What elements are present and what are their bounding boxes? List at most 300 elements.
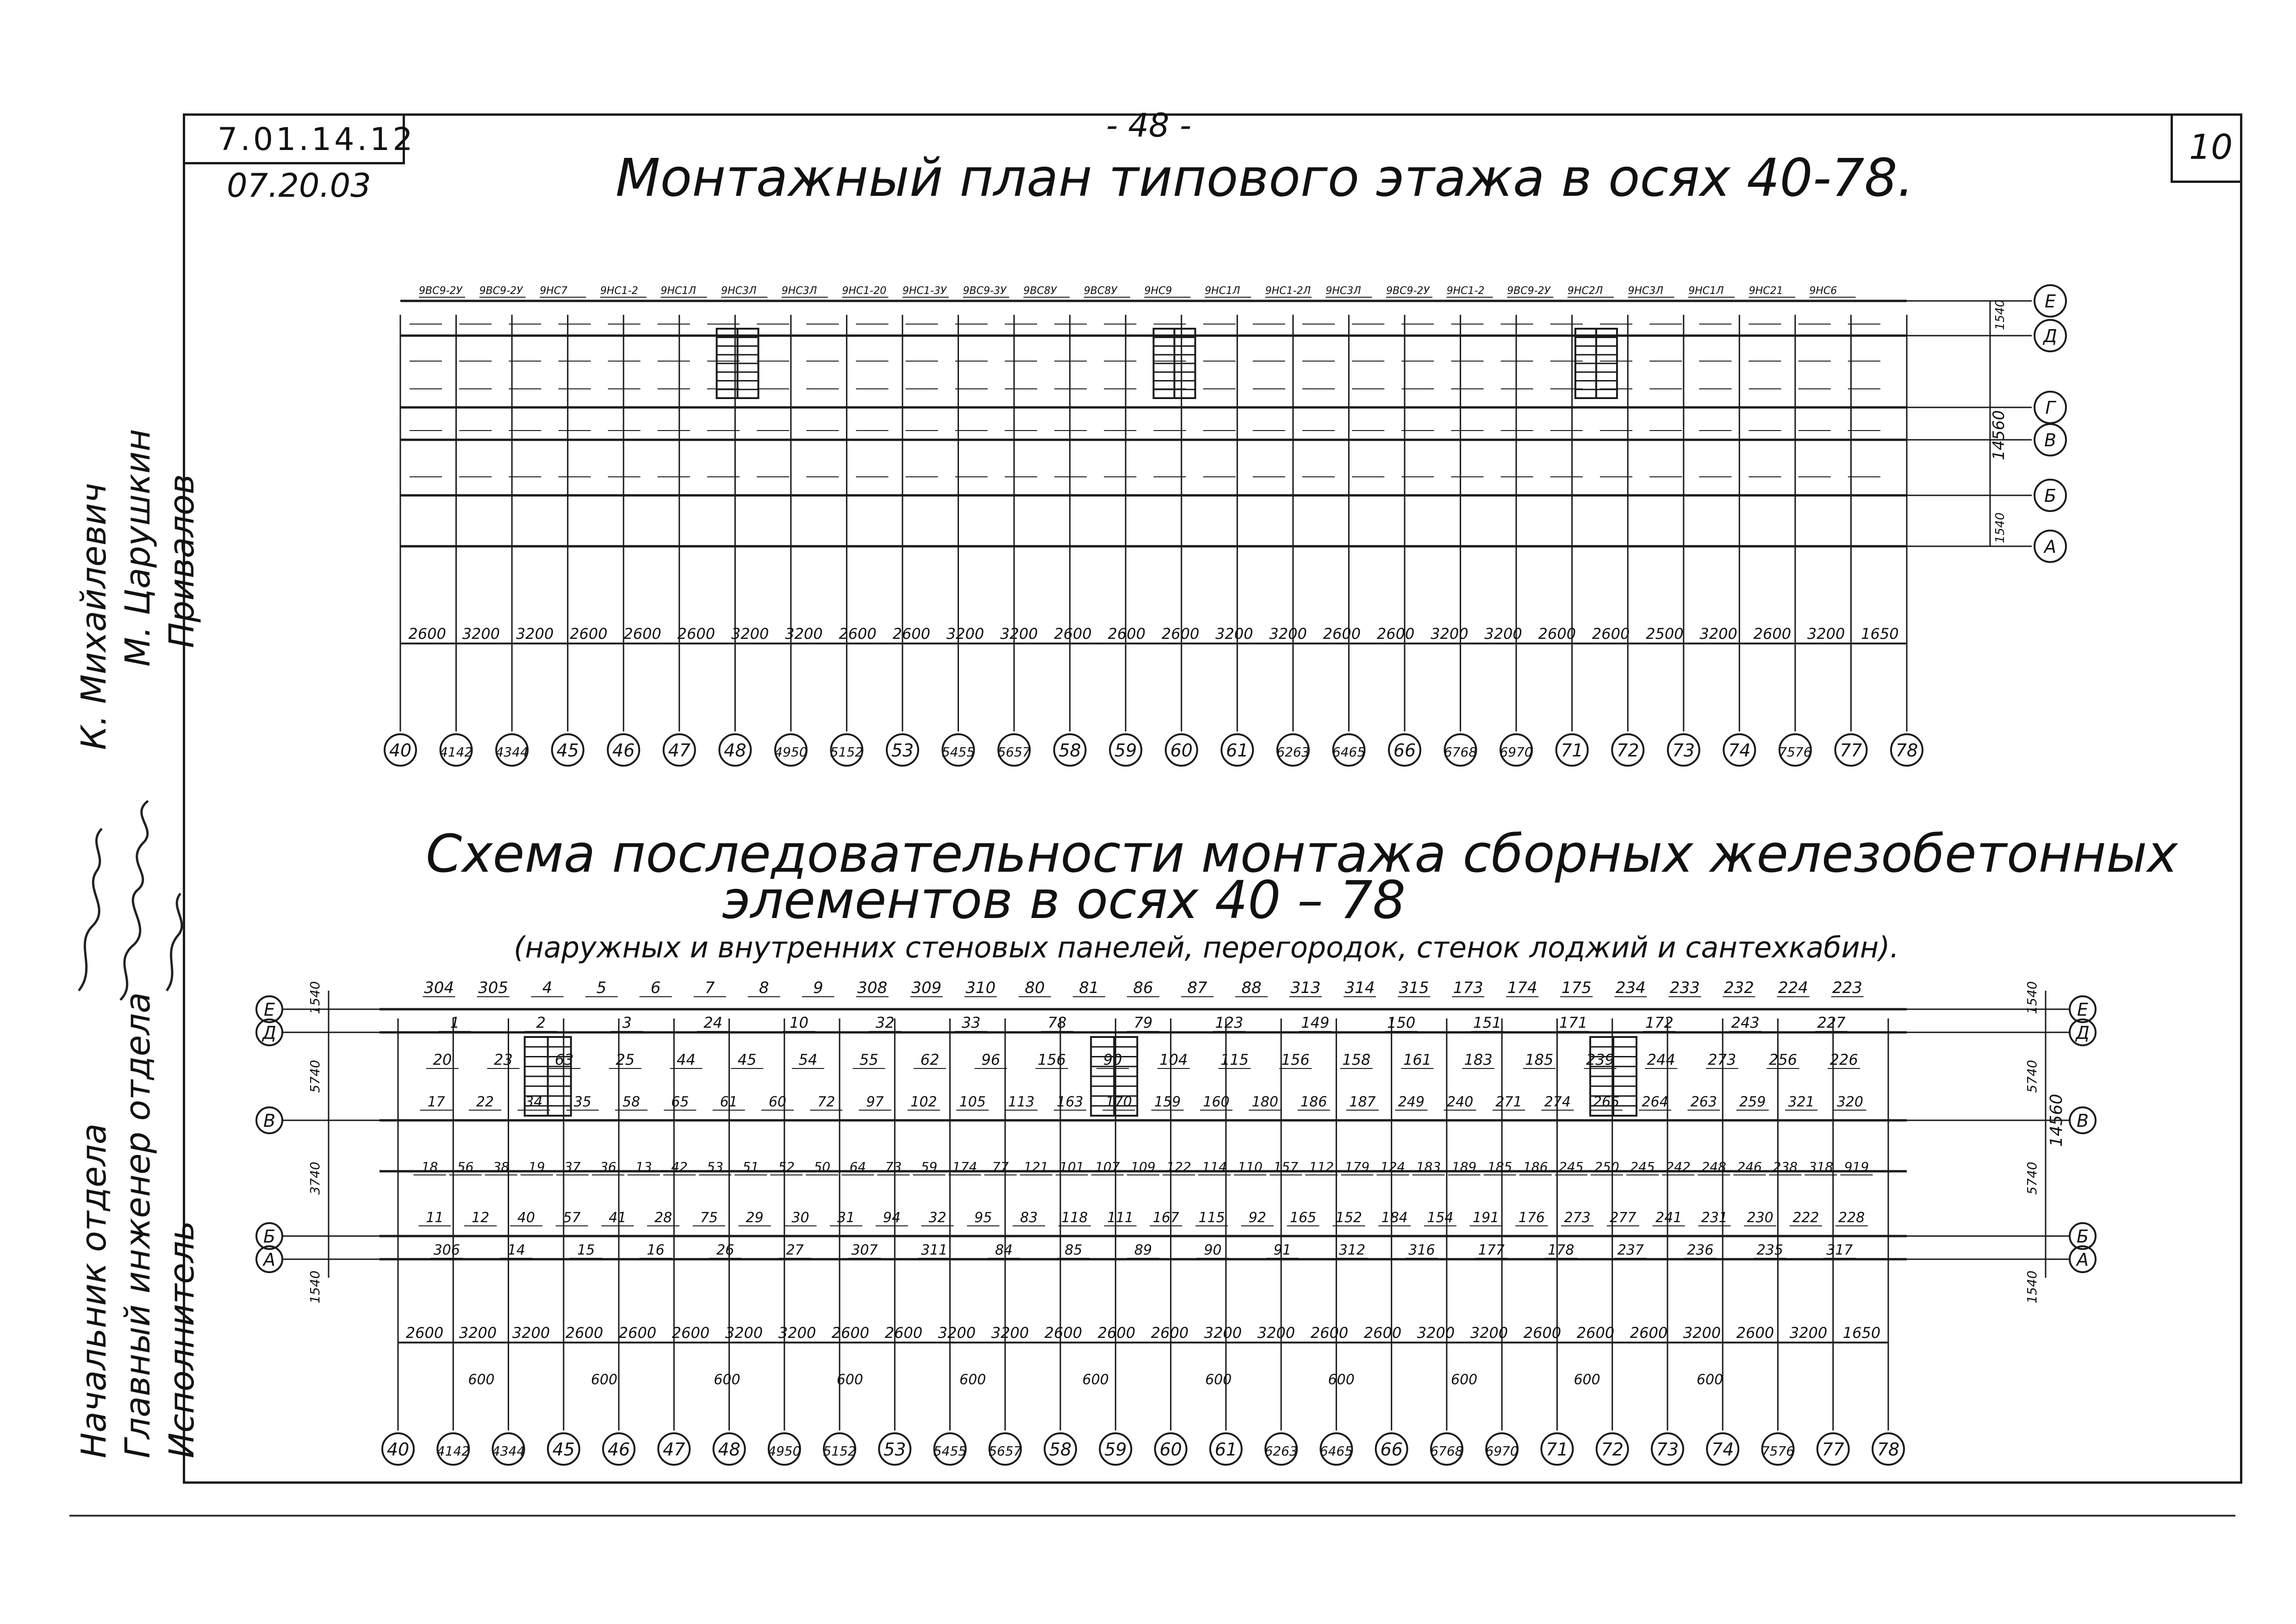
scheme-axis-bubble-label: 6465 bbox=[1319, 1443, 1353, 1459]
scheme-sequence-number: 17 bbox=[427, 1094, 445, 1110]
scheme-sequence-number: 234 bbox=[1615, 979, 1646, 997]
scheme-sequence-number: 167 bbox=[1152, 1210, 1180, 1226]
scheme-sequence-number: 10 bbox=[790, 1014, 809, 1031]
scheme-sequence-number: 15 bbox=[577, 1242, 595, 1258]
scheme-right-letter-label: Д bbox=[2076, 1023, 2090, 1043]
scheme-bay-dimension: 2600 bbox=[1576, 1324, 1615, 1342]
scheme-sequence-number: 121 bbox=[1024, 1159, 1049, 1174]
plan-bay-dimension: 3200 bbox=[785, 625, 823, 643]
plan-bay-dimension: 3200 bbox=[1484, 625, 1522, 643]
plan-panel-label: 9НС1-2Л bbox=[1265, 285, 1311, 297]
plan-bay-dimension: 3200 bbox=[1269, 625, 1307, 643]
scheme-sequence-number: 313 bbox=[1290, 979, 1321, 997]
scheme-bay-dimension: 3200 bbox=[938, 1324, 976, 1342]
page-number: - 48 - bbox=[1106, 106, 1192, 144]
scheme-sequence-number: 244 bbox=[1647, 1051, 1675, 1068]
scheme-sequence-number: 242 bbox=[1666, 1159, 1691, 1174]
scheme-sequence-number: 165 bbox=[1289, 1210, 1317, 1226]
scheme-sequence-number: 110 bbox=[1238, 1159, 1263, 1174]
scheme-sequence-number: 89 bbox=[1134, 1242, 1152, 1258]
scheme-sequence-number: 97 bbox=[866, 1094, 884, 1110]
scheme-sequence-number: 77 bbox=[992, 1159, 1009, 1174]
plan-axis-bubble-label: 61 bbox=[1226, 740, 1249, 761]
scheme-sequence-number: 13 bbox=[635, 1159, 652, 1174]
scheme-sequence-number: 178 bbox=[1548, 1242, 1574, 1258]
scheme-bay-dimension: 2600 bbox=[1097, 1324, 1136, 1342]
scheme-sequence-number: 321 bbox=[1788, 1094, 1815, 1110]
name-chief-engineer: М. Царушкин bbox=[118, 429, 158, 667]
scheme-offset-dimension: 600 bbox=[959, 1372, 986, 1388]
scheme-sequence-number: 113 bbox=[1008, 1094, 1035, 1110]
scheme-bay-dimension: 3200 bbox=[778, 1324, 816, 1342]
scheme-sequence-number: 316 bbox=[1408, 1242, 1435, 1258]
scheme-left-letter-label: Б bbox=[263, 1226, 276, 1247]
scheme-axis-bubble-label: 61 bbox=[1214, 1439, 1238, 1460]
scheme-left-dim: 3740 bbox=[307, 1162, 323, 1195]
scheme-sequence-number: 180 bbox=[1251, 1094, 1278, 1110]
scheme-left-letter-label: Е bbox=[263, 999, 275, 1020]
scheme-right-dim: 5740 bbox=[2024, 1162, 2040, 1195]
scheme-axis-bubble-label: 53 bbox=[884, 1439, 906, 1460]
scheme-sequence-number: 3 bbox=[622, 1014, 632, 1031]
scheme-sequence-number: 85 bbox=[1064, 1242, 1083, 1258]
scheme-sequence-number: 160 bbox=[1203, 1094, 1230, 1110]
scheme-axis-bubble-label: 5455 bbox=[933, 1443, 967, 1459]
scheme-left-letter-label: А bbox=[263, 1249, 275, 1270]
scheme-sequence-number: 1 bbox=[450, 1014, 460, 1031]
role-head: Начальник отдела bbox=[74, 1123, 114, 1458]
scheme-sequence-number: 27 bbox=[786, 1242, 804, 1258]
scheme-sequence-number: 245 bbox=[1630, 1159, 1655, 1174]
scheme-sequence-number: 311 bbox=[921, 1242, 948, 1258]
scheme-sequence-number: 250 bbox=[1594, 1159, 1619, 1174]
plan-axis-bubble-label: 40 bbox=[389, 740, 412, 761]
scheme-axis-bubble-label: 6768 bbox=[1430, 1443, 1463, 1459]
plan-panel-label: 9НС1-2 bbox=[600, 285, 638, 297]
scheme-sequence-number: 64 bbox=[849, 1159, 866, 1174]
plan-bay-dimension: 2600 bbox=[892, 625, 931, 643]
scheme-sequence-number: 173 bbox=[1453, 979, 1483, 997]
scheme-axis-bubble-label: 72 bbox=[1601, 1439, 1624, 1460]
plan-axis-bubble-label: 47 bbox=[668, 740, 691, 761]
plan-panel-label: 9НС1-2 bbox=[1446, 285, 1485, 297]
scheme-sequence-number: 256 bbox=[1768, 1051, 1798, 1068]
scheme-sequence-number: 919 bbox=[1844, 1159, 1869, 1174]
scheme-sequence-number: 45 bbox=[737, 1051, 757, 1068]
scheme-sequence-number: 102 bbox=[910, 1094, 937, 1110]
scheme-left-dim: 5740 bbox=[307, 1060, 323, 1093]
scheme-sequence-number: 123 bbox=[1215, 1014, 1244, 1031]
plan-bay-dimension: 2600 bbox=[839, 625, 877, 643]
scheme-offset-dimension: 600 bbox=[1696, 1372, 1724, 1388]
scheme-sequence-number: 9 bbox=[813, 979, 823, 997]
scheme-left-dim: 1540 bbox=[307, 1270, 323, 1304]
scheme-sequence-number: 235 bbox=[1756, 1242, 1783, 1258]
plan-panel-label: 9НС3Л bbox=[1628, 285, 1663, 297]
scheme-sequence-number: 32 bbox=[928, 1210, 946, 1226]
scheme-bay-dimension: 3200 bbox=[1417, 1324, 1455, 1342]
scheme-sequence-number: 32 bbox=[875, 1014, 895, 1031]
plan-axis-bubble-label: 4142 bbox=[439, 744, 473, 760]
scheme-sequence-number: 179 bbox=[1344, 1159, 1370, 1174]
plan-axis-letter-label: Е bbox=[2044, 291, 2056, 312]
scheme-axis-bubble-label: 45 bbox=[552, 1439, 575, 1460]
scheme-right-letter-label: А bbox=[2077, 1249, 2089, 1270]
scheme-sequence-number: 44 bbox=[677, 1051, 696, 1068]
scheme-sequence-number: 8 bbox=[759, 979, 769, 997]
scheme-sequence-number: 92 bbox=[1248, 1210, 1266, 1226]
plan-side-dim: 1540 bbox=[1993, 512, 2007, 543]
plan-axis-bubble-label: 4344 bbox=[495, 744, 529, 760]
scheme-sequence-number: 191 bbox=[1472, 1210, 1500, 1226]
scheme-axis-bubble-label: 46 bbox=[607, 1439, 630, 1460]
scheme-sequence-number: 109 bbox=[1131, 1159, 1156, 1174]
scheme-bay-dimension: 3200 bbox=[512, 1324, 550, 1342]
scheme-sequence-number: 4 bbox=[542, 979, 553, 997]
scheme-sequence-number: 33 bbox=[961, 1014, 981, 1031]
scheme-sequence-number: 175 bbox=[1561, 979, 1592, 997]
scheme-sequence-number: 61 bbox=[720, 1094, 738, 1110]
plan-panel-label: 9ВС9-2У bbox=[419, 285, 462, 297]
scheme-right-dim: 1540 bbox=[2024, 981, 2040, 1014]
scheme-sequence-number: 174 bbox=[1507, 979, 1537, 997]
scheme-sequence-number: 80 bbox=[1025, 979, 1045, 997]
scheme-sequence-number: 59 bbox=[921, 1159, 938, 1174]
scheme-sequence-number: 274 bbox=[1544, 1094, 1571, 1110]
drawing-code: 7.01.14.12 bbox=[218, 121, 416, 158]
plan-bay-dimension: 1650 bbox=[1861, 625, 1899, 643]
plan-axis-letter-label: Д bbox=[2043, 326, 2057, 346]
plan-bay-dimension: 3200 bbox=[1000, 625, 1038, 643]
scheme-sequence-number: 40 bbox=[517, 1210, 535, 1226]
plan-panel-label: 9ВС8У bbox=[1083, 285, 1117, 297]
scheme-sequence-number: 57 bbox=[563, 1210, 581, 1226]
scheme-sequence-number: 246 bbox=[1737, 1159, 1762, 1174]
scheme-sequence-number: 309 bbox=[911, 979, 942, 997]
scheme-sequence-number: 51 bbox=[742, 1159, 759, 1174]
scheme-sequence-number: 224 bbox=[1778, 979, 1808, 997]
scheme-sequence-number: 149 bbox=[1301, 1014, 1330, 1031]
scheme-sequence-number: 171 bbox=[1559, 1014, 1587, 1031]
scheme-axis-bubble-label: 5657 bbox=[989, 1443, 1022, 1459]
scheme-sequence-number: 63 bbox=[554, 1051, 574, 1068]
scheme-sequence-number: 34 bbox=[525, 1094, 543, 1110]
scheme-sequence-number: 95 bbox=[974, 1210, 992, 1226]
series-code: 07.20.03 bbox=[227, 167, 371, 205]
scheme-axis-bubble-label: 4142 bbox=[436, 1443, 470, 1459]
plan-panel-label: 9НС9 bbox=[1144, 285, 1172, 297]
scheme-sequence-number: 107 bbox=[1095, 1159, 1120, 1174]
scheme-sequence-number: 228 bbox=[1838, 1210, 1865, 1226]
scheme-sequence-number: 263 bbox=[1690, 1094, 1717, 1110]
plan-bay-dimension: 3200 bbox=[516, 625, 554, 643]
scheme-sequence-number: 73 bbox=[885, 1159, 902, 1174]
scheme-axis-bubble-label: 71 bbox=[1546, 1439, 1568, 1460]
plan-axis-bubble-label: 58 bbox=[1058, 740, 1081, 761]
scheme-sequence-number: 16 bbox=[647, 1242, 665, 1258]
scheme-bay-dimension: 2600 bbox=[1310, 1324, 1349, 1342]
plan-bay-dimension: 2600 bbox=[1538, 625, 1576, 643]
scheme-offset-dimension: 600 bbox=[1574, 1372, 1600, 1388]
plan-bay-dimension: 3200 bbox=[1807, 625, 1845, 643]
scheme-axis-bubble-label: 58 bbox=[1049, 1439, 1072, 1460]
plan-panel-label: 9НС1Л bbox=[660, 285, 696, 297]
scheme-sequence-number: 91 bbox=[1273, 1242, 1292, 1258]
plan-bay-dimension: 2600 bbox=[1108, 625, 1146, 643]
scheme-bay-dimension: 3200 bbox=[1470, 1324, 1508, 1342]
plan-axis-bubble-label: 5657 bbox=[997, 744, 1031, 760]
plan-panel-label: 9НС2Л bbox=[1567, 285, 1603, 297]
scheme-sequence-number: 50 bbox=[814, 1159, 831, 1174]
name-executor: Привалов bbox=[162, 474, 202, 648]
plan-panel-label: 9НС1Л bbox=[1205, 285, 1240, 297]
role-chief-engineer: Главный инженер отдела bbox=[118, 992, 158, 1458]
plan-axis-bubble-label: 6768 bbox=[1444, 744, 1477, 760]
scheme-sequence-number: 87 bbox=[1187, 979, 1207, 997]
scheme-axis-bubble-label: 6263 bbox=[1264, 1443, 1298, 1459]
scheme-sequence-number: 233 bbox=[1669, 979, 1700, 997]
scheme-sequence-number: 62 bbox=[920, 1051, 940, 1068]
scheme-sequence-number: 11 bbox=[426, 1210, 444, 1226]
plan-axis-bubble-label: 6970 bbox=[1500, 744, 1533, 760]
scheme-right-dim: 14560 bbox=[2047, 1093, 2066, 1147]
plan-panel-label: 9НС3Л bbox=[721, 285, 757, 297]
scheme-bay-dimension: 2600 bbox=[1630, 1324, 1668, 1342]
scheme-sequence-number: 105 bbox=[959, 1094, 986, 1110]
plan-bay-dimension: 2600 bbox=[1323, 625, 1361, 643]
scheme-sequence-number: 241 bbox=[1655, 1210, 1682, 1226]
scheme-title-line1: Схема последовательности монтажа сборных железобетонных bbox=[426, 824, 2178, 884]
scheme-sequence-number: 184 bbox=[1381, 1210, 1408, 1226]
plan-bay-dimension: 2600 bbox=[570, 625, 608, 643]
plan-axis-bubble-label: 73 bbox=[1672, 740, 1695, 761]
scheme-sequence-number: 65 bbox=[671, 1094, 689, 1110]
plan-axis-bubble-label: 66 bbox=[1393, 740, 1416, 761]
plan-axis-bubble-label: 74 bbox=[1728, 740, 1751, 761]
scheme-sequence-number: 114 bbox=[1202, 1159, 1227, 1174]
plan-panel-label: 9НС3Л bbox=[781, 285, 817, 297]
scheme-bay-dimension: 2600 bbox=[672, 1324, 710, 1342]
scheme-right-letter-label: Б bbox=[2076, 1226, 2089, 1247]
scheme-sequence-number: 14 bbox=[507, 1242, 525, 1258]
scheme-sequence-number: 320 bbox=[1836, 1094, 1863, 1110]
scheme-sequence-number: 118 bbox=[1061, 1210, 1088, 1226]
scheme-sequence-number: 273 bbox=[1564, 1210, 1591, 1226]
scheme-sequence-number: 273 bbox=[1708, 1051, 1736, 1068]
scheme-sequence-number: 19 bbox=[528, 1159, 545, 1174]
plan-bay-dimension: 3200 bbox=[462, 625, 500, 643]
scheme-sequence-number: 243 bbox=[1731, 1014, 1760, 1031]
plan-bay-dimension: 2600 bbox=[1592, 625, 1630, 643]
scheme-sequence-number: 124 bbox=[1380, 1159, 1406, 1174]
plan-panel-label: 9НС3Л bbox=[1325, 285, 1361, 297]
scheme-axis-bubble-label: 66 bbox=[1380, 1439, 1403, 1460]
scheme-sequence-number: 176 bbox=[1518, 1210, 1545, 1226]
name-head: К. Михайлевич bbox=[74, 482, 114, 750]
scheme-sequence-number: 232 bbox=[1724, 979, 1754, 997]
scheme-left-dim: 1540 bbox=[307, 981, 323, 1014]
scheme-sequence-number: 90 bbox=[1204, 1242, 1222, 1258]
role-executor: Исполнитель bbox=[162, 1220, 202, 1458]
scheme-sequence-number: 177 bbox=[1478, 1242, 1505, 1258]
plan-axis-bubble-label: 6263 bbox=[1276, 744, 1310, 760]
plan-panel-label: 9НС21 bbox=[1748, 285, 1783, 297]
plan-panel-label: 9ВС9-2У bbox=[1386, 285, 1430, 297]
scheme-sequence-number: 236 bbox=[1687, 1242, 1714, 1258]
scheme-right-letter-label: В bbox=[2076, 1111, 2089, 1131]
scheme-bay-dimension: 1650 bbox=[1842, 1324, 1881, 1342]
scheme-offset-dimension: 600 bbox=[1082, 1372, 1109, 1388]
plan-bay-dimension: 2600 bbox=[408, 625, 446, 643]
plan-axis-bubble-label: 4950 bbox=[774, 744, 808, 760]
scheme-sequence-number: 174 bbox=[952, 1159, 977, 1174]
scheme-sequence-number: 5 bbox=[596, 979, 607, 997]
scheme-sequence-number: 54 bbox=[798, 1051, 818, 1068]
signature-scribbles bbox=[69, 750, 190, 1009]
scheme-bay-dimension: 3200 bbox=[1257, 1324, 1295, 1342]
scheme-sequence-number: 90 bbox=[1103, 1051, 1122, 1068]
scheme-bay-dimension: 2600 bbox=[1736, 1324, 1774, 1342]
plan-axis-bubble-label: 5455 bbox=[941, 744, 975, 760]
scheme-sequence-number: 30 bbox=[791, 1210, 809, 1226]
scheme-bay-dimension: 3200 bbox=[725, 1324, 763, 1342]
plan-title: Монтажный план типового этажа в осях 40-78. bbox=[616, 148, 1914, 208]
plan-axis-letter-label: А bbox=[2044, 537, 2056, 557]
scheme-bay-dimension: 3200 bbox=[991, 1324, 1029, 1342]
scheme-sequence-number: 84 bbox=[995, 1242, 1013, 1258]
plan-axis-bubble-label: 46 bbox=[612, 740, 635, 761]
scheme-axis-bubble-label: 59 bbox=[1104, 1439, 1127, 1460]
scheme-sequence-number: 271 bbox=[1495, 1094, 1522, 1110]
scheme-axis-bubble-label: 4950 bbox=[768, 1443, 801, 1459]
scheme-sequence-number: 28 bbox=[654, 1210, 672, 1226]
scheme-sequence-number: 183 bbox=[1416, 1159, 1441, 1174]
scheme-sequence-number: 154 bbox=[1427, 1210, 1454, 1226]
scheme-sequence-number: 158 bbox=[1342, 1051, 1371, 1068]
plan-bay-dimension: 2600 bbox=[1753, 625, 1792, 643]
scheme-sequence-number: 23 bbox=[494, 1051, 513, 1068]
scheme-offset-dimension: 600 bbox=[468, 1372, 495, 1388]
scheme-sequence-number: 101 bbox=[1059, 1159, 1084, 1174]
scheme-sequence-number: 24 bbox=[703, 1014, 722, 1031]
scheme-axis-bubble-label: 4344 bbox=[492, 1443, 525, 1459]
plan-axis-bubble-label: 77 bbox=[1840, 740, 1862, 761]
scheme-sequence-number: 264 bbox=[1642, 1094, 1668, 1110]
scheme-sequence-number: 112 bbox=[1309, 1159, 1334, 1174]
plan-panel-label: 9НС6 bbox=[1809, 285, 1837, 297]
plan-bay-dimension: 3200 bbox=[1699, 625, 1737, 643]
plan-bay-dimension: 2600 bbox=[1376, 625, 1415, 643]
scheme-sequence-number: 226 bbox=[1829, 1051, 1858, 1068]
plan-axis-bubble-label: 71 bbox=[1561, 740, 1583, 761]
plan-side-dim: 1540 bbox=[1993, 299, 2007, 331]
plan-axis-bubble-label: 45 bbox=[556, 740, 579, 761]
scheme-sequence-number: 31 bbox=[837, 1210, 855, 1226]
scheme-bay-dimension: 2600 bbox=[1151, 1324, 1189, 1342]
scheme-sequence-number: 29 bbox=[746, 1210, 764, 1226]
scheme-sequence-number: 318 bbox=[1808, 1159, 1834, 1174]
scheme-sequence-number: 94 bbox=[883, 1210, 901, 1226]
scheme-sequence-number: 239 bbox=[1586, 1051, 1615, 1068]
scheme-bay-dimension: 2600 bbox=[565, 1324, 604, 1342]
plan-axis-bubble-label: 60 bbox=[1170, 740, 1193, 761]
plan-bay-dimension: 3200 bbox=[946, 625, 984, 643]
plan-panel-label: 9НС1-3У bbox=[902, 285, 947, 297]
scheme-right-dim: 1540 bbox=[2024, 1270, 2040, 1304]
scheme-bay-dimension: 2600 bbox=[1044, 1324, 1083, 1342]
scheme-sequence-number: 227 bbox=[1817, 1014, 1846, 1031]
scheme-axis-bubble-label: 48 bbox=[718, 1439, 740, 1460]
sheet-number: 10 bbox=[2189, 127, 2233, 167]
plan-axis-bubble-label: 6465 bbox=[1332, 744, 1366, 760]
scheme-sequence-number: 185 bbox=[1525, 1051, 1554, 1068]
scheme-sequence-number: 111 bbox=[1107, 1210, 1134, 1226]
plan-panel-label: 9НС1Л bbox=[1688, 285, 1724, 297]
scheme-right-letter-label: Е bbox=[2077, 999, 2089, 1020]
scheme-sequence-number: 96 bbox=[981, 1051, 1001, 1068]
plan-axis-bubble-label: 53 bbox=[891, 740, 914, 761]
scheme-axis-bubble-label: 73 bbox=[1656, 1439, 1679, 1460]
scheme-bay-dimension: 2600 bbox=[884, 1324, 923, 1342]
scheme-sequence-number: 156 bbox=[1281, 1051, 1310, 1068]
bottom-rule bbox=[69, 1515, 2235, 1517]
scheme-sequence-number: 186 bbox=[1300, 1094, 1327, 1110]
scheme-sequence-number: 104 bbox=[1159, 1051, 1188, 1068]
scheme-sequence-number: 183 bbox=[1464, 1051, 1493, 1068]
scheme-sequence-number: 55 bbox=[859, 1051, 878, 1068]
scheme-sequence-number: 35 bbox=[573, 1094, 591, 1110]
scheme-bay-dimension: 3200 bbox=[1204, 1324, 1242, 1342]
plan-panel-label: 9НС1-20 bbox=[842, 285, 887, 297]
scheme-sequence-number: 56 bbox=[457, 1159, 474, 1174]
scheme-sequence-number: 115 bbox=[1198, 1210, 1225, 1226]
scheme-sequence-number: 83 bbox=[1020, 1210, 1038, 1226]
scheme-sequence-number: 307 bbox=[851, 1242, 878, 1258]
scheme-sequence-number: 186 bbox=[1523, 1159, 1548, 1174]
scheme-bay-dimension: 3200 bbox=[459, 1324, 497, 1342]
scheme-sequence-number: 259 bbox=[1739, 1094, 1766, 1110]
plan-axis-bubble-label: 59 bbox=[1114, 740, 1137, 761]
montage-plan bbox=[324, 269, 2175, 778]
plan-axis-letter-label: Г bbox=[2045, 398, 2055, 418]
scheme-sequence-number: 159 bbox=[1154, 1094, 1181, 1110]
plan-axis-bubble-label: 5152 bbox=[830, 744, 864, 760]
scheme-sequence-number: 172 bbox=[1645, 1014, 1674, 1031]
scheme-sequence-number: 150 bbox=[1387, 1014, 1416, 1031]
plan-panel-label: 9ВС9-3У bbox=[963, 285, 1007, 297]
scheme-sequence-number: 310 bbox=[965, 979, 996, 997]
scheme-sequence-number: 36 bbox=[600, 1159, 616, 1174]
scheme-axis-bubble-label: 7576 bbox=[1761, 1443, 1795, 1459]
plan-axis-bubble-label: 7576 bbox=[1779, 744, 1812, 760]
scheme-sequence-number: 265 bbox=[1593, 1094, 1620, 1110]
scheme-sequence-number: 72 bbox=[817, 1094, 835, 1110]
scheme-sequence-number: 308 bbox=[857, 979, 888, 997]
plan-panel-label: 9ВС9-2У bbox=[1507, 285, 1551, 297]
scheme-bay-dimension: 2600 bbox=[405, 1324, 444, 1342]
scheme-sequence-number: 189 bbox=[1451, 1159, 1477, 1174]
plan-panel-label: 9НС7 bbox=[540, 285, 568, 297]
scheme-sequence-number: 7 bbox=[704, 979, 715, 997]
scheme-offset-dimension: 600 bbox=[836, 1372, 863, 1388]
scheme-axis-bubble-label: 6970 bbox=[1485, 1443, 1518, 1459]
scheme-sequence-number: 314 bbox=[1344, 979, 1375, 997]
scheme-sequence-number: 22 bbox=[476, 1094, 494, 1110]
installation-sequence-scheme bbox=[250, 954, 2194, 1491]
scheme-sequence-number: 305 bbox=[478, 979, 509, 997]
scheme-sequence-number: 157 bbox=[1273, 1159, 1299, 1174]
plan-bay-dimension: 3200 bbox=[1431, 625, 1468, 643]
